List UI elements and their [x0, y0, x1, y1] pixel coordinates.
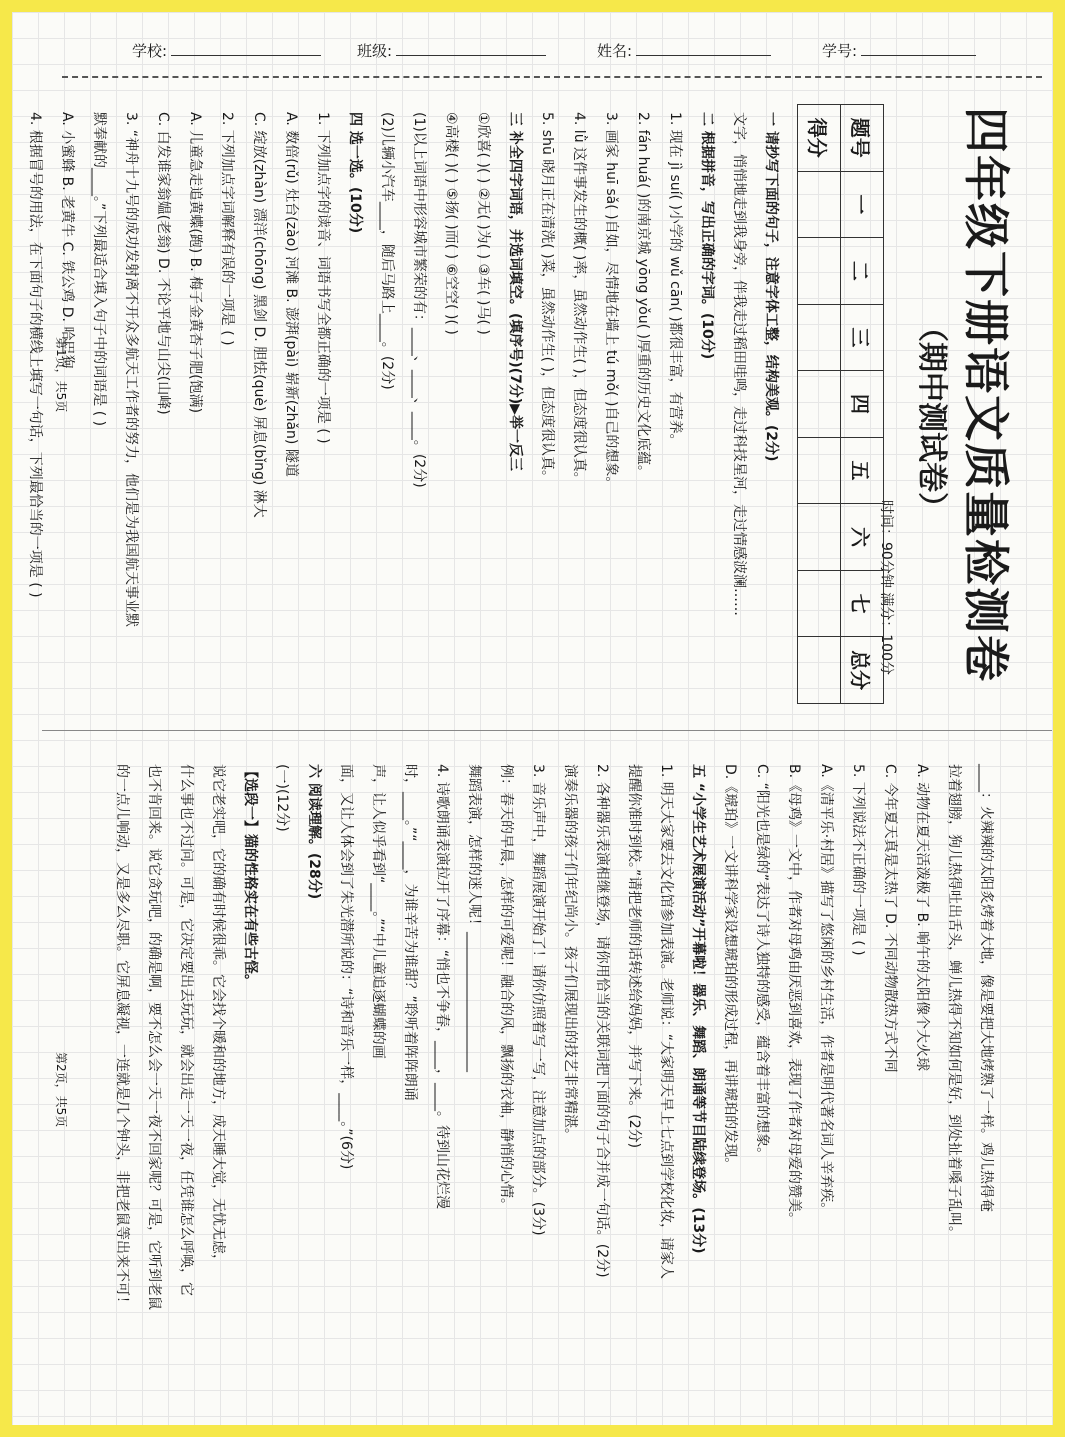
exam-title: 四年级下册语文质量检测卷	[959, 107, 1013, 683]
student-info-row	[112, 40, 992, 64]
question-line: 说它老实吧，它的确有时候很乖。它会找个暖和的地方，成天睡大觉，无忧无虑，	[210, 764, 226, 1268]
question-line: A. 数倍(rǔ) 灶台(zào) 河滩 B. 澎湃(pài) 崭新(zhǎn) 隧道	[283, 112, 299, 477]
score-table	[797, 104, 884, 704]
question-line: (一)(12分)	[274, 764, 290, 832]
question-line: 3. 画家 huī sǎ( )自如，尽情地在墙上 tú mǒ( )自己的想象。	[603, 112, 619, 491]
student-id-label: 学号:	[822, 42, 858, 60]
score-cell[interactable]	[798, 371, 841, 438]
exam-paper	[12, 12, 1053, 1425]
question-line: A. 小蜜蜂 B. 老黄牛 C. 铁公鸡 D. 哈巴狗	[59, 112, 75, 369]
score-cell[interactable]	[798, 570, 841, 637]
question-line: 3. “神舟十九号的成功发射离不开众多航天工作者的努力，他们是为我国航天事业默	[123, 112, 139, 628]
question-line: 文字，悄悄地走到我身旁，伴我走过稻田哇鸣，走过科技星河，走过情感波澜……	[731, 112, 747, 616]
score-table-heading-cell: 一	[841, 171, 884, 238]
question-line: 什么事也不过问。可是，它决定要出去玩玩，就会出走一天一夜，任凭谁怎么呼唤，它	[178, 764, 194, 1296]
question-line: 的一点儿响动，又是多么尽职。它屏息凝视，一连就是几个钟头，非把老鼠等出来不可！	[114, 764, 130, 1310]
score-table-heading-cell: 四	[841, 371, 884, 438]
question-line: A. 动物在夏天活泼极了 B. 晌午的太阳像个大火球	[914, 764, 930, 1072]
school-label: 学校:	[132, 42, 168, 60]
question-line: 2. fán huá( )的南京城 yōng yǒu( )厚重的历史文化底蕴。	[635, 112, 651, 479]
page-divider	[42, 730, 1052, 731]
question-line: 2. 下列加点字词解释有误的一项是 ( )	[219, 112, 235, 346]
name-field[interactable]	[597, 40, 771, 61]
question-line: D.《琥珀》一文讲科学家设想琥珀的形成过程，再讲琥珀的发现。	[722, 764, 738, 1172]
question-line: 4. 诗歌朗诵表演拉开了序幕：“悄也不争春，____，____。待到山花烂漫	[434, 764, 450, 1210]
class-label: 班级:	[357, 42, 393, 60]
section-heading: 二 根据拼音，写出正确的字词。(10分)	[699, 112, 715, 360]
question-line: 1. 现在 jì suí( )小学的 wǔ cān( )都很丰富，有营养。	[667, 112, 683, 448]
question-line: 3. 音乐声中，舞蹈展演开始了！请你仿照着写一写，注意加点的部分。(3分)	[530, 764, 546, 1236]
exam-subtitle: （期中测试卷）	[914, 312, 949, 522]
question-line: (2)儿辆小汽车____，随后马路上____。(2分)	[379, 112, 395, 390]
question-line: 提醒你准时到校。”请把老师的话转述给妈妈，并写下来。(2分)	[626, 764, 642, 1149]
question-line: (1)以上词语中形容城市繁荣的有：____、____、____。(2分)	[411, 112, 427, 488]
question-line: A.《清平乐·村居》描写了悠闲的乡村生活，作者是明代著名词人辛弃疾。	[818, 764, 834, 1217]
score-cell[interactable]	[798, 238, 841, 305]
score-table-score-row	[798, 105, 841, 704]
student-id-field[interactable]	[822, 40, 976, 61]
score-table-header-row	[841, 105, 884, 704]
page1-number: 第1页，共5页	[54, 337, 68, 413]
question-line: 5. 下列说法不正确的一项是 ( )	[850, 764, 866, 956]
score-cell[interactable]	[798, 171, 841, 238]
section-heading: 五 “小学生艺术展演活动”开幕啦！器乐、舞蹈、朗诵等节目陆续登场。(13分)	[690, 764, 706, 1254]
question-line: 时，____。”“____，为谁辛苦为谁甜？”聆听着阵阵朗诵	[402, 764, 418, 1101]
question-line: 2. 各种器乐表演相继登场，请你用恰当的关联词把下面的句子合并成一句话。(2分)	[594, 764, 610, 1278]
question-line: ____：火辣辣的太阳炙烤着大地，像是要把大地烤熟了一样。鸡儿热得奄	[978, 764, 994, 1212]
cut-line	[62, 76, 1042, 78]
question-line: 默奉献的____。”下列最适合填入句子中的词语是 ( )	[91, 112, 107, 427]
question-line: 声，让人似乎看到“____。”“中儿童追逐蝴蝶的画	[370, 764, 386, 1059]
score-table-heading-cell: 七	[841, 570, 884, 637]
score-table-heading-cell: 总分	[841, 637, 884, 704]
score-table-heading-cell: 五	[841, 437, 884, 504]
question-line: C. 白发谁家翁媪(老翁) D. 不论平地与山尖(山峰)	[155, 112, 171, 415]
score-table-heading-cell: 三	[841, 304, 884, 371]
question-line: C. 绽放(zhàn) 漂洋(chōng) 黑剑 D. 胆怯(què) 屏息(bǐng) 淋大	[251, 112, 267, 518]
question-line: 舞蹈表演，怎样的迷人呢！____________________	[466, 764, 482, 1072]
question-line: 演奏乐器的孩子们年纪尚小。孩子们展现出的技艺非常精湛。	[562, 764, 578, 1142]
question-line: ①欣喜( )( ) ②无( )为( ) ③车( )马( )	[475, 112, 491, 335]
question-line: C. 今年夏天真是太热了 D. 不同动物散热方式不同	[882, 764, 898, 1073]
page1-questions	[19, 112, 787, 627]
question-line: B.《母鸡》一文中，作者对母鸡由厌恶到喜欢，表现了作者对母爱的赞美。	[786, 764, 802, 1227]
question-line: A. 儿童急走追黄蝶(跑) B. 梅子金黄杏子肥(饱满)	[187, 112, 203, 414]
name-label: 姓名:	[597, 42, 633, 60]
score-cell[interactable]	[798, 637, 841, 704]
question-line: 1. 下列加点字的读音、词语书写全都正确的一项是 ( )	[315, 112, 331, 444]
question-line: C. “阳光也是绿的”表达了诗人独特的感受，蕴含着丰富的想象。	[754, 764, 770, 1162]
question-line: 拉着翅膀，狗儿热得吐出舌头，蝉儿热得不知如何是好，到处扯着嗓子乱叫。	[946, 764, 962, 1240]
class-field[interactable]	[357, 40, 546, 61]
score-table-heading-cell: 题号	[841, 105, 884, 172]
question-line: 例：春天的早晨，怎样的可爱呢！融合的风，飘扬的衣袖，静悄的心情。	[498, 764, 514, 1212]
score-table-heading-cell: 二	[841, 238, 884, 305]
section-heading: 【选段一】猫的性格实在有些古怪。	[242, 764, 258, 988]
question-line: ④高楼( )( ) ⑤扬( )而( ) ⑥空空( )( )	[443, 112, 459, 335]
score-cell[interactable]	[798, 437, 841, 504]
section-heading: 六 阅读理解。(28分)	[306, 764, 322, 900]
score-table-heading-cell: 六	[841, 504, 884, 571]
question-line: 面，又让人体会到了朱光潜所说的：“诗和音乐一样，____。”(6分)	[338, 764, 354, 1170]
school-field[interactable]	[132, 40, 321, 61]
page2-number: 第2页，共5页	[54, 1052, 68, 1128]
question-line: 4. lǜ 这件事发生的概( )率，虽然动作生( )，但态度很认真。	[571, 112, 587, 486]
question-line: 1. 明天大家要去文化馆参加表演。老师说：“大家明天早上七点到学校化妆，请家人	[658, 764, 674, 1280]
section-heading: 三 补全四字词语，并选词填空。(填序号)(7分)▶举一反三	[507, 112, 523, 471]
score-cell[interactable]	[798, 504, 841, 571]
question-line: 4. 根据冒号的用法，在下面句子的横线上填写一句话，下列最恰当的一项是 ( )	[27, 112, 43, 598]
exam-time-info: 时间：90分钟 满分：100分	[878, 500, 894, 675]
score-cell[interactable]: 得分	[798, 105, 841, 172]
page2-questions	[106, 764, 1002, 1310]
score-cell[interactable]	[798, 304, 841, 371]
question-line: 也不肯回来。说它贪玩吧，的确是啊，要不怎么会一天一夜不回家呢？可是，它听到老鼠	[146, 764, 162, 1310]
section-heading: 四 选一选。(10分)	[347, 112, 363, 234]
section-heading: 一 请抄写下面的句子，注意字体工整，结构美观。(2分)	[763, 112, 779, 462]
question-line: 5. shū 晓月正在清洗( )菜，虽然动作生( )，但态度很认真。	[539, 112, 555, 485]
